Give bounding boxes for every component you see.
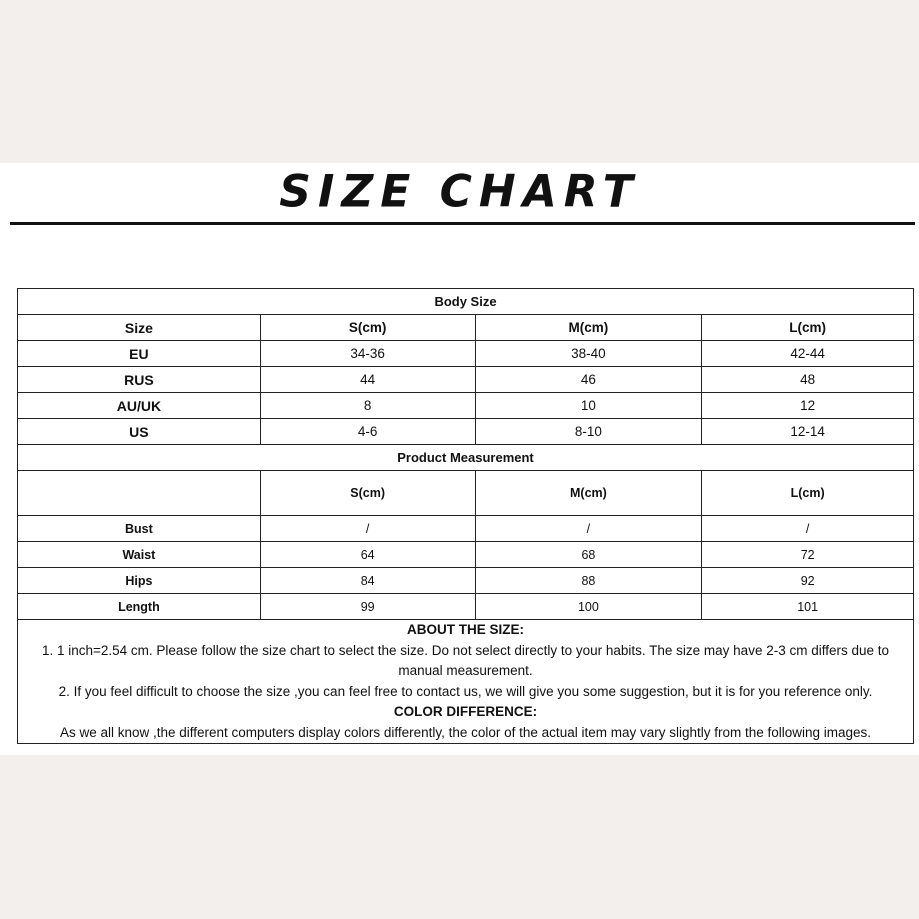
table-cell: 101 (702, 594, 914, 620)
column-header: S(cm) (260, 315, 475, 341)
table-cell: 46 (475, 367, 702, 393)
table-cell: 92 (702, 568, 914, 594)
title-divider (10, 222, 915, 225)
table-cell: 34-36 (260, 341, 475, 367)
size-chart-sheet (0, 163, 919, 755)
table-row (18, 568, 914, 594)
row-label: RUS (18, 367, 261, 393)
table-cell: 8-10 (475, 419, 702, 445)
table-row (18, 594, 914, 620)
body-size-heading-row (18, 289, 914, 315)
table-cell: 99 (260, 594, 475, 620)
table-cell: 12-14 (702, 419, 914, 445)
column-header: M(cm) (475, 315, 702, 341)
row-label: Bust (18, 516, 261, 542)
row-label: Hips (18, 568, 261, 594)
table-cell: 48 (702, 367, 914, 393)
column-header: L(cm) (702, 471, 914, 516)
about-size-note-1: 1. 1 inch=2.54 cm. Please follow the size chart to select the size. Do not select directly to your habits. The size may have 2-3 cm differs due to manual measurement. (41, 642, 890, 678)
table-cell: 84 (260, 568, 475, 594)
table-cell: 64 (260, 542, 475, 568)
row-label: EU (18, 341, 261, 367)
table-cell: 42-44 (702, 341, 914, 367)
page-title: SIZE CHART (279, 165, 640, 218)
row-label: AU/UK (18, 393, 261, 419)
size-chart-table (17, 288, 914, 744)
table-cell: / (260, 516, 475, 542)
body-size-heading: Body Size (18, 289, 914, 315)
table-cell: 68 (475, 542, 702, 568)
product-measurement-header-row (18, 471, 914, 516)
table-cell: 44 (260, 367, 475, 393)
table-row (18, 393, 914, 419)
table-row (18, 367, 914, 393)
color-difference-note: As we all know ,the different computers display colors differently, the color of the actual item may vary slightly from the following images. (59, 724, 872, 740)
notes-cell (18, 620, 914, 744)
table-row (18, 419, 914, 445)
product-measurement-heading-row (18, 445, 914, 471)
column-header: S(cm) (260, 471, 475, 516)
table-cell: 72 (702, 542, 914, 568)
row-label: Length (18, 594, 261, 620)
table-row (18, 542, 914, 568)
product-measurement-heading: Product Measurement (18, 445, 914, 471)
table-row (18, 516, 914, 542)
about-size-heading: ABOUT THE SIZE: (407, 622, 524, 637)
table-cell: 10 (475, 393, 702, 419)
table-cell: 88 (475, 568, 702, 594)
table-cell: 12 (702, 393, 914, 419)
row-label: US (18, 419, 261, 445)
color-difference-heading: COLOR DIFFERENCE: (393, 704, 538, 719)
table-cell: / (702, 516, 914, 542)
column-header: M(cm) (475, 471, 702, 516)
table-cell: 8 (260, 393, 475, 419)
column-header (18, 471, 261, 516)
table-cell: / (475, 516, 702, 542)
notes-row (18, 620, 914, 744)
table-cell: 100 (475, 594, 702, 620)
column-header: Size (18, 315, 261, 341)
table-cell: 4-6 (260, 419, 475, 445)
about-size-note-2: 2. If you feel difficult to choose the size ,you can feel free to contact us, we will give you some suggestion, but it is for you reference only. (58, 683, 873, 699)
table-row (18, 341, 914, 367)
column-header: L(cm) (702, 315, 914, 341)
table-cell: 38-40 (475, 341, 702, 367)
row-label: Waist (18, 542, 261, 568)
body-size-header-row (18, 315, 914, 341)
